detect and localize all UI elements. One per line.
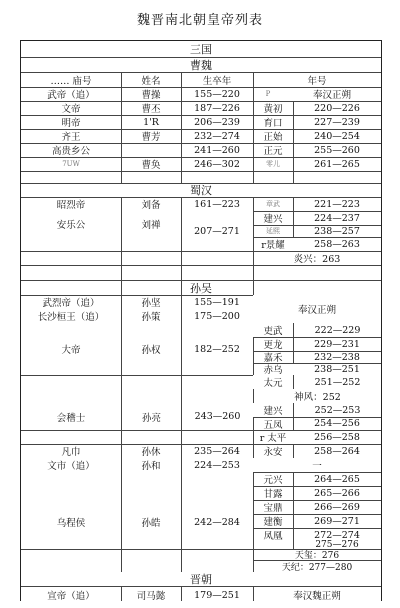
table-cell-era-last: 神风：252 [254, 389, 381, 403]
table-cell-title: 武帝（追） [47, 90, 95, 101]
table-cell-era-years: 254—256 [314, 418, 360, 429]
table-cell-years: 232—274 [194, 130, 240, 142]
table-cell-years: 155—220 [194, 88, 240, 100]
table-cell-era-years: 256—258 [314, 431, 360, 443]
table-cell-era-name: 正元 [263, 146, 283, 157]
table-cell-era-years: 227—239 [314, 116, 360, 128]
table-cell-name: 孙坚 [141, 298, 161, 309]
table-cell-era: 奉汉正朔 [312, 90, 351, 101]
table-cell-era-years: 238—257 [314, 225, 360, 237]
table-cell-era-name: 吏武 [253, 323, 293, 337]
table-cell-years: 246—302 [194, 158, 240, 170]
table-cell-era-years: 238—251 [314, 363, 360, 375]
table-cell-title: 安乐公 [56, 220, 86, 231]
table-cell-era-years: 221—223 [314, 198, 360, 210]
section-jinchao: 晋朝 [21, 572, 381, 586]
table-cell-era-name: r景耀 [261, 240, 285, 251]
table-cell-name: 刘禅 [141, 220, 161, 231]
table-cell-name: 曹芳 [141, 132, 161, 143]
emperor-table [20, 40, 382, 601]
table-cell-years: 206—239 [194, 116, 240, 128]
header-name: 姓名 [141, 75, 161, 87]
table-cell-name: 1'R [143, 116, 159, 128]
table-cell-era-name: 建衡 [263, 517, 283, 528]
table-cell-era-years: 255—260 [314, 144, 360, 156]
table-cell-name: 刘备 [141, 200, 161, 211]
table-cell-title: 7UW [62, 160, 80, 168]
table-cell-era-years: 272—274 [314, 529, 360, 541]
table-cell-era: 一 [253, 458, 381, 472]
table-cell-era-name: 太元 [253, 375, 293, 389]
table-cell-era-name: 黄初 [263, 104, 283, 115]
table-cell-years: 224—253 [194, 459, 240, 471]
table-cell-name: 司马懿 [136, 591, 166, 601]
table-cell-era-years: 264—265 [314, 473, 360, 485]
table-cell-name: 孙亮 [122, 403, 181, 430]
table-cell-era-years: 252—253 [294, 403, 381, 417]
table-cell-era-years: 275—276 [315, 540, 359, 549]
section-sunwu: 孙吴 [190, 281, 212, 295]
table-cell-title: 武烈帝（追） [42, 298, 100, 309]
table-cell-title: 昭烈帝 [56, 200, 86, 211]
table-cell-era-name: 赤乌 [263, 365, 283, 375]
table-cell-name: 孙权 [141, 345, 161, 356]
table-cell-title: 长沙桓王（追） [37, 312, 105, 323]
table-cell-years: 242—284 [194, 516, 240, 528]
table-cell-era-years: 261—265 [314, 158, 360, 170]
table-cell-era-years: 269—271 [314, 515, 360, 527]
table-cell-title: 宣帝（追） [47, 591, 95, 601]
header-years: 生卒年 [202, 75, 232, 87]
table-cell-years: 243—260 [182, 403, 253, 430]
table-cell-era-years: 266—269 [314, 501, 360, 513]
table-cell-era-years: 258—264 [314, 445, 360, 457]
table-cell-era-name: 建兴 [253, 403, 293, 417]
table-cell-title: 文帝 [61, 104, 81, 115]
table-cell-era-name: 更龙 [263, 340, 283, 351]
table-cell-era: 奉汉魏正朔 [293, 591, 341, 601]
table-cell-title: 齐王 [61, 132, 81, 143]
table-cell-era-years: 240—254 [314, 130, 360, 142]
table-cell-era-years: 251—252 [294, 375, 381, 389]
table-cell-era-years: 265—266 [314, 487, 360, 499]
table-cell-era-years: 232—238 [314, 351, 360, 363]
table-cell-era-years: 229—231 [314, 338, 360, 350]
table-cell-era-prefix: P [265, 90, 271, 98]
table-cell-years: 179—251 [194, 589, 240, 601]
table-cell-title: 文市（追） [47, 461, 95, 472]
table-cell-era-years: 220—226 [314, 102, 360, 114]
table-cell-name: 孙皓 [141, 518, 161, 529]
table-cell-years: 175—200 [194, 310, 240, 322]
table-cell-era-last: 炎兴：263 [293, 254, 341, 265]
table-cell-era-name: 正始 [263, 132, 283, 143]
section-sanguo: 三国 [190, 43, 212, 56]
table-cell-era-name: 甘露 [263, 489, 283, 500]
table-cell-era-name: 育口 [263, 118, 283, 129]
table-cell-era-name: 嘉禾 [263, 353, 283, 363]
table-cell-era-years: 224—237 [314, 212, 360, 224]
header-era: 年号 [307, 75, 327, 87]
table-cell-title: 会稽士 [21, 403, 121, 430]
table-cell-era-name: 零儿 [266, 160, 280, 168]
table-cell-era-name: 元兴 [263, 475, 283, 486]
table-cell-title: 明帝 [61, 118, 81, 129]
table-cell-era-years: 222—229 [294, 323, 381, 337]
table-cell-name: 曹奂 [141, 160, 161, 171]
table-cell-era-name: 建兴 [263, 214, 283, 225]
table-cell-title: 大帝 [61, 345, 81, 356]
table-cell-era-name: 凤凰 [263, 531, 283, 542]
table-cell-era-name: 延熙 [266, 227, 280, 235]
table-cell-title: 乌程侯 [56, 518, 86, 529]
table-cell-name: 曹操 [141, 90, 161, 101]
table-cell-era-extra: 天纪：277—280 [281, 562, 353, 572]
table-cell-era-name: 章武 [266, 200, 280, 208]
table-cell-title: 高贵乡公 [51, 146, 90, 157]
table-cell-years: 182—252 [194, 343, 240, 355]
table-cell-years: 161—223 [194, 198, 240, 210]
document-title: 魏晋南北朝皇帝列表 [136, 13, 263, 28]
table-cell-name: 曹丕 [141, 104, 161, 115]
section-shuhan: 蜀汉 [190, 184, 212, 197]
table-cell-era-name: r 太平 [259, 433, 287, 444]
table-cell-years: 207—271 [194, 225, 240, 237]
table-cell-name: 孙和 [141, 461, 161, 472]
table-cell-years: 187—226 [194, 102, 240, 114]
table-cell-title: 凡巾 [61, 447, 81, 458]
table-cell-name: 孙休 [141, 447, 161, 458]
table-cell-era-extra: 天玺：276 [294, 551, 340, 560]
table-cell-years: 241—260 [194, 144, 240, 156]
table-cell-era-name: 宝鼎 [263, 503, 283, 514]
section-caowei: 曹魏 [190, 58, 212, 72]
header-miaohao: …… 庙号 [50, 75, 92, 87]
table-cell-era-name: 永安 [263, 447, 283, 458]
table-cell-era-name: 五凤 [263, 419, 283, 430]
table-cell-era: 奉汉正朔 [253, 295, 381, 323]
table-cell-name [121, 143, 181, 157]
table-cell-name: 孙策 [141, 312, 161, 323]
table-cell-era-years: 258—263 [314, 238, 360, 250]
table-cell-years: 235—264 [194, 445, 240, 457]
table-cell-years: 155—191 [194, 296, 240, 308]
table-cell-era-name [253, 542, 293, 549]
